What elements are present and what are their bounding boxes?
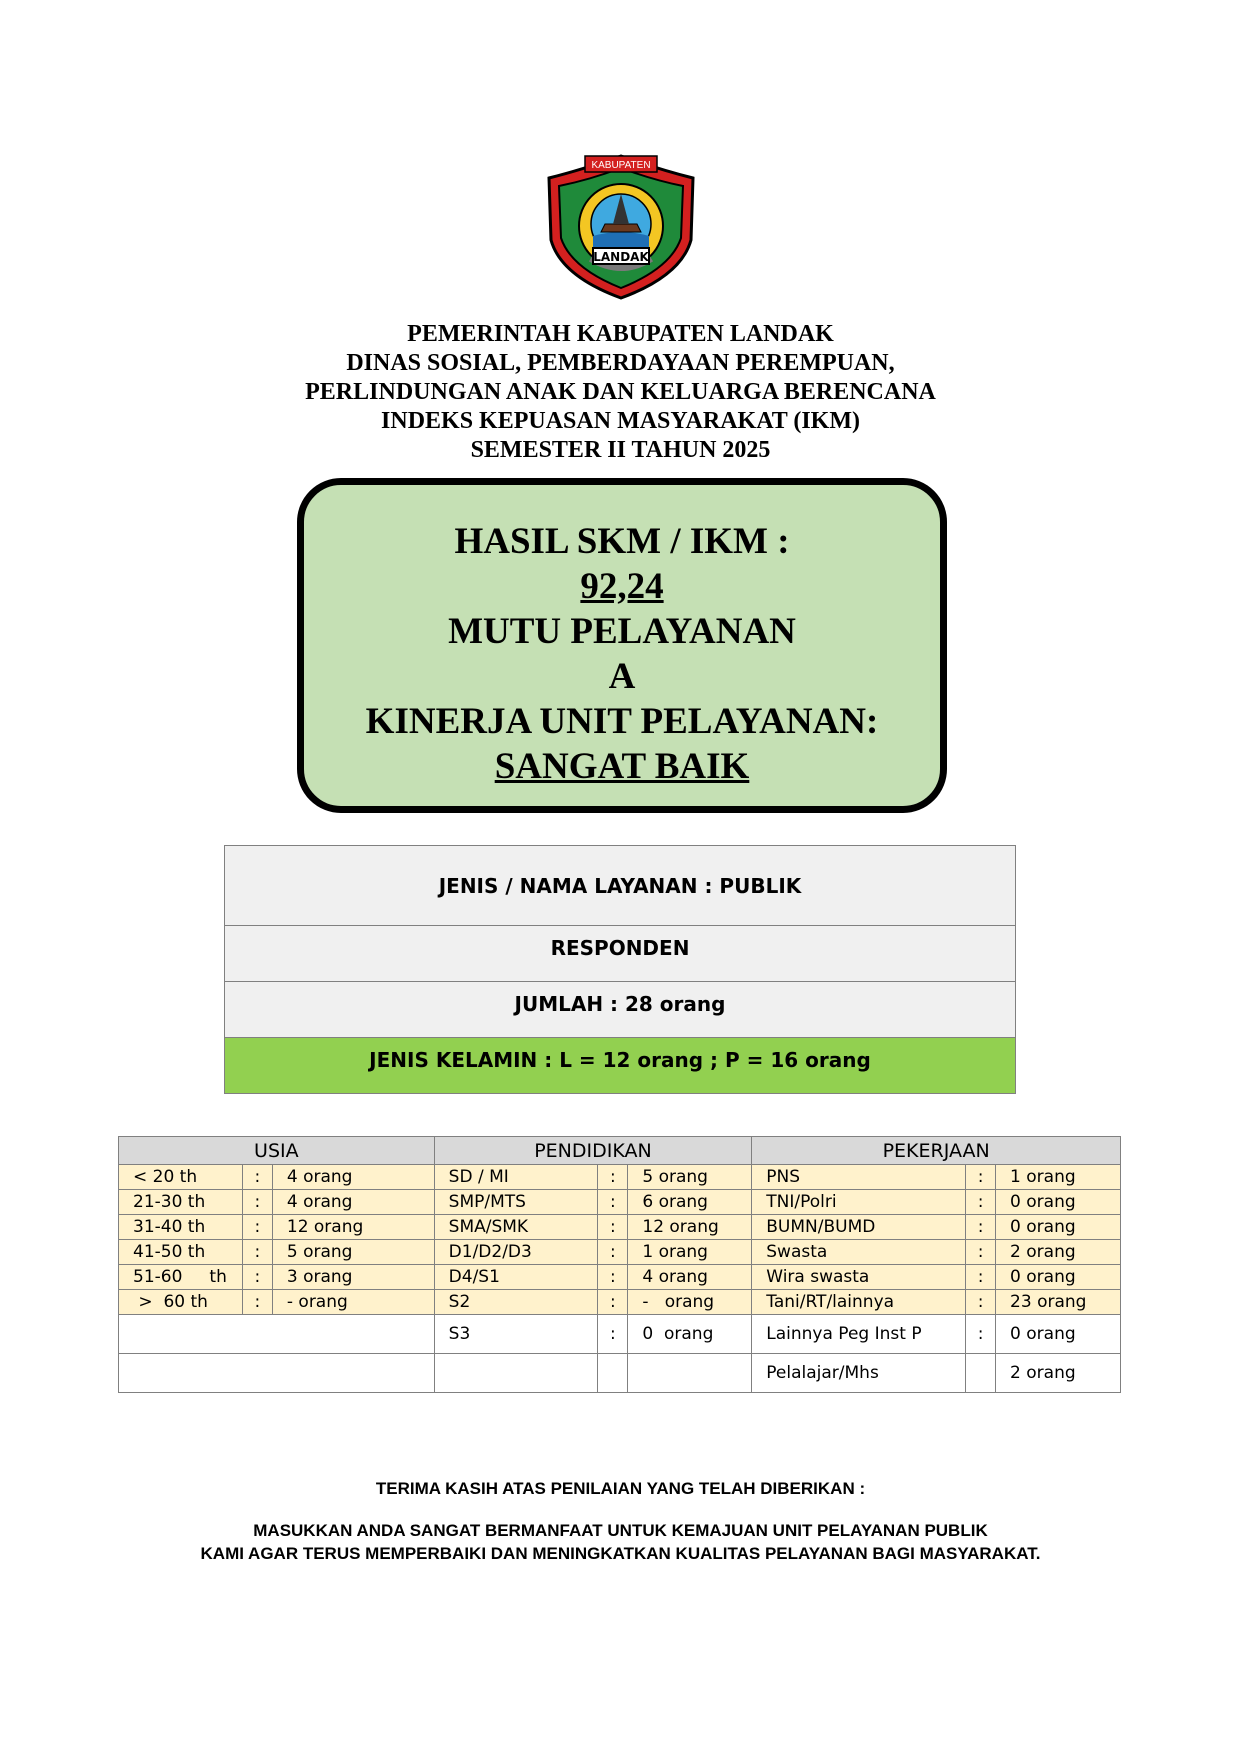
service-name: JENIS / NAMA LAYANAN : PUBLIK <box>438 873 802 898</box>
occupation-count: 2 orang <box>996 1240 1121 1265</box>
svg-text:KABUPATEN: KABUPATEN <box>591 160 651 171</box>
colon: : <box>598 1215 628 1240</box>
education-level: SMP/MTS <box>434 1190 598 1215</box>
table-row <box>119 1290 1121 1315</box>
occupation: BUMN/BUMD <box>752 1215 966 1240</box>
table-row <box>119 1354 1121 1393</box>
age-group: 21-30 th <box>119 1190 243 1215</box>
document-header <box>0 320 1241 465</box>
result-title: HASIL SKM / IKM : <box>454 521 790 562</box>
education-level: S3 <box>434 1315 598 1354</box>
table-row <box>119 1215 1121 1240</box>
occupation: Wira swasta <box>752 1265 966 1290</box>
colon: : <box>242 1215 272 1240</box>
occupation: Tani/RT/lainnya <box>752 1290 966 1315</box>
colon: : <box>242 1190 272 1215</box>
service-name-cell <box>225 846 1016 926</box>
table-row <box>119 1265 1121 1290</box>
thanks-note: TERIMA KASIH ATAS PENILAIAN YANG TELAH DIBERIKAN : <box>375 1479 866 1498</box>
education-count: 6 orang <box>628 1190 752 1215</box>
quality-grade: A <box>608 656 636 697</box>
table-row <box>119 1165 1121 1190</box>
colon: : <box>966 1215 996 1240</box>
landak-emblem-logo <box>541 148 701 300</box>
respondents-cell <box>225 926 1016 982</box>
age-group: 31-40 th <box>119 1215 243 1240</box>
education-level: SMA/SMK <box>434 1215 598 1240</box>
empty-cell <box>628 1354 752 1393</box>
empty-cell <box>119 1315 435 1354</box>
colon: : <box>966 1165 996 1190</box>
header-line-semester: SEMESTER II TAHUN 2025 <box>470 437 771 463</box>
education-count: - orang <box>628 1290 752 1315</box>
occupation: PNS <box>752 1165 966 1190</box>
age-group: 41-50 th <box>119 1240 243 1265</box>
demographics-table <box>118 1136 1121 1393</box>
colon: : <box>598 1315 628 1354</box>
education-count: 4 orang <box>628 1265 752 1290</box>
header-age: USIA <box>119 1137 435 1165</box>
closing-line-1: MASUKKAN ANDA SANGAT BERMANFAAT UNTUK KEMAJUAN UNIT PELAYANAN PUBLIK <box>253 1521 988 1540</box>
occupation-count: 1 orang <box>996 1165 1121 1190</box>
service-info-table <box>224 845 1016 1094</box>
occupation-count: 0 orang <box>996 1190 1121 1215</box>
result-score: 92,24 <box>580 566 664 607</box>
colon: : <box>598 1165 628 1190</box>
occupation-count: 23 orang <box>996 1290 1121 1315</box>
education-level: SD / MI <box>434 1165 598 1190</box>
colon: : <box>966 1315 996 1354</box>
table-row <box>119 1315 1121 1354</box>
age-count: - orang <box>272 1290 434 1315</box>
occupation-count: 0 orang <box>996 1215 1121 1240</box>
education-level: D1/D2/D3 <box>434 1240 598 1265</box>
education-level: D4/S1 <box>434 1265 598 1290</box>
empty-cell <box>434 1354 598 1393</box>
empty-cell <box>119 1354 435 1393</box>
colon: : <box>598 1240 628 1265</box>
colon: : <box>966 1240 996 1265</box>
age-count: 5 orang <box>272 1240 434 1265</box>
respondents-gender: JENIS KELAMIN : L = 12 orang ; P = 16 orang <box>369 1048 871 1072</box>
header-occupation: PEKERJAAN <box>752 1137 1121 1165</box>
colon: : <box>242 1290 272 1315</box>
respondents-total: JUMLAH : 28 orang <box>514 992 726 1016</box>
header-line-agency: DINAS SOSIAL, PEMBERDAYAAN PEREMPUAN, <box>346 350 895 376</box>
colon: : <box>598 1265 628 1290</box>
occupation-count: 2 orang <box>996 1354 1121 1393</box>
occupation: TNI/Polri <box>752 1190 966 1215</box>
occupation: Pelalajar/Mhs <box>752 1354 966 1393</box>
age-group: < 20 th <box>119 1165 243 1190</box>
colon: : <box>242 1265 272 1290</box>
empty-cell <box>598 1354 628 1393</box>
occupation: Lainnya Peg Inst P <box>752 1315 966 1354</box>
result-box <box>297 478 947 813</box>
header-line-agency-cont: PERLINDUNGAN ANAK DAN KELUARGA BERENCANA <box>305 379 936 405</box>
education-count: 0 orang <box>628 1315 752 1354</box>
age-group: 51-60 th <box>119 1265 243 1290</box>
education-count: 5 orang <box>628 1165 752 1190</box>
header-line-ikm: INDEKS KEPUASAN MASYARAKAT (IKM) <box>381 408 860 434</box>
age-count: 3 orang <box>272 1265 434 1290</box>
age-group: > 60 th <box>119 1290 243 1315</box>
colon: : <box>598 1290 628 1315</box>
colon: : <box>242 1240 272 1265</box>
education-level: S2 <box>434 1290 598 1315</box>
occupation: Swasta <box>752 1240 966 1265</box>
colon: : <box>242 1165 272 1190</box>
table-row <box>119 1190 1121 1215</box>
table-row <box>119 1240 1121 1265</box>
performance-label: KINERJA UNIT PELAYANAN: <box>365 701 879 742</box>
header-education: PENDIDIKAN <box>434 1137 752 1165</box>
colon: : <box>966 1265 996 1290</box>
age-count: 4 orang <box>272 1190 434 1215</box>
quality-label: MUTU PELAYANAN <box>448 611 796 652</box>
closing-line-2: KAMI AGAR TERUS MEMPERBAIKI DAN MENINGKATKAN KUALITAS PELAYANAN BAGI MASYARAKAT. <box>200 1544 1041 1563</box>
svg-text:LANDAK: LANDAK <box>593 250 649 264</box>
colon: : <box>966 1290 996 1315</box>
occupation-count: 0 orang <box>996 1265 1121 1290</box>
respondents-label: RESPONDEN <box>550 936 690 960</box>
age-count: 12 orang <box>272 1215 434 1240</box>
education-count: 12 orang <box>628 1215 752 1240</box>
gender-cell <box>225 1038 1016 1094</box>
header-line-government: PEMERINTAH KABUPATEN LANDAK <box>407 321 834 347</box>
occupation-count: 0 orang <box>996 1315 1121 1354</box>
education-count: 1 orang <box>628 1240 752 1265</box>
total-cell <box>225 982 1016 1038</box>
age-count: 4 orang <box>272 1165 434 1190</box>
performance-value: SANGAT BAIK <box>494 746 750 787</box>
colon: : <box>966 1190 996 1215</box>
empty-cell <box>966 1354 996 1393</box>
colon: : <box>598 1190 628 1215</box>
